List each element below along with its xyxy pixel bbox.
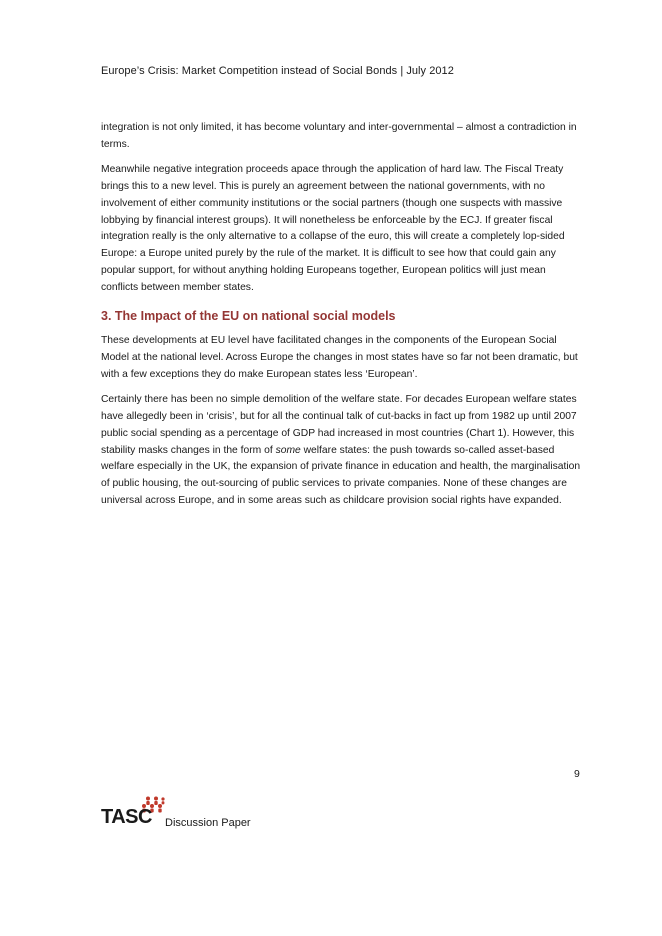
- section-heading: 3. The Impact of the EU on national social models: [101, 309, 396, 324]
- main-content: [101, 120, 582, 518]
- text-span: Certainly there has been no simple demolition of the welfare state. For decades European welfare states have allegedly been in ‘crisis’, but for all the continual talk of cut-backs in fact up from 1982 up until 2007 public social spending as a percentage of GDP had increased in most countries (Chart 1). However, this stability masks changes in the form of: [101, 393, 577, 456]
- footer: [101, 795, 401, 835]
- page-number: 9: [574, 768, 580, 780]
- paragraph-welfare-state: [101, 392, 582, 510]
- paragraph-continuation: integration is not only limited, it has become voluntary and inter-governmental – almost a contradiction in terms.: [101, 122, 577, 150]
- footer-label: Discussion Paper: [165, 817, 251, 829]
- emphasis-text: some: [275, 444, 301, 456]
- tasc-logo: [101, 795, 171, 833]
- paragraph-eu-developments: These developments at EU level have facilitated changes in the components of the European Social Model at the national level. Across Europe the changes in most states have so far not been dramatic, but with a few exceptions they do make European states less ‘European’.: [101, 335, 578, 380]
- text-span: welfare states: the push towards so-called asset-based welfare especially in the UK, the expansion of private finance in education and health, the marginalisation of public housing, the out-sourcing of public services to private companies. None of these changes are universal across Europe, and in some areas such as childcare provision social rights have expanded.: [101, 444, 581, 507]
- paragraph-fiscal-treaty: Meanwhile negative integration proceeds apace through the application of hard law. The Fiscal Treaty brings this to a new level. This is purely an agreement between the national governments, with no involvement of either community institutions or the social partners (though one suspects with massive lobbying by financial interest groups). It will nonetheless be enforceable by the ECJ. If greater fiscal integration really is the only alternative to a collapse of the euro, this will create a completely lop-sided Europe: a Europe united purely by the rule of the market. It is difficult to see how that could gain any popular support, for without anything holding Europeans together, European politics will just mean conflicts between member states.: [101, 163, 565, 294]
- logo-text: TASC: [101, 806, 152, 828]
- running-header: Europe’s Crisis: Market Competition instead of Social Bonds | July 2012: [101, 65, 454, 77]
